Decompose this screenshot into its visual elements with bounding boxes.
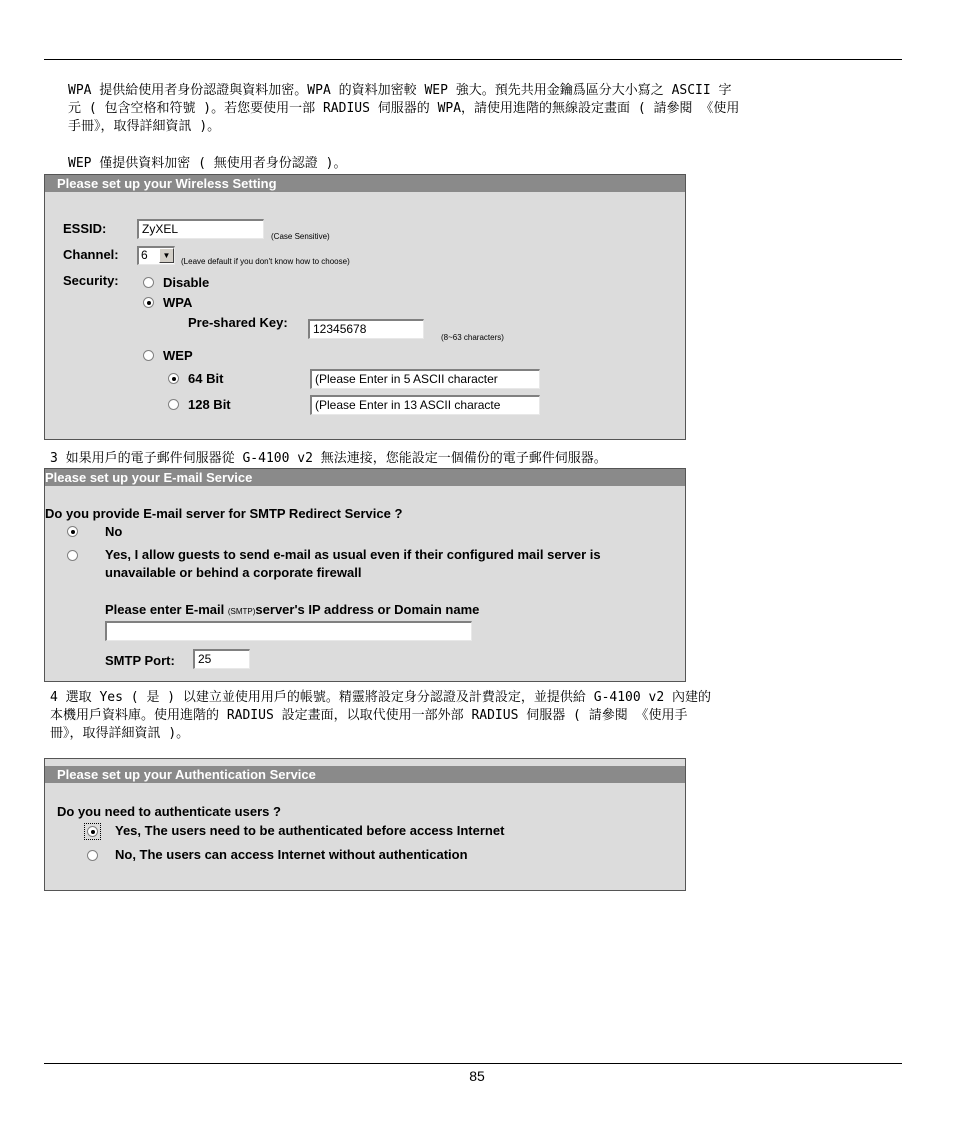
channel-label: Channel:: [63, 247, 119, 262]
wpa-description-line-3: 手冊》，取得詳細資訊 )。: [68, 119, 221, 134]
top-rule: [44, 59, 902, 60]
smtp-redirect-yes-label-line-2: unavailable or behind a corporate firewall: [105, 565, 362, 580]
authentication-service-panel: [44, 758, 686, 891]
smtp-server-prompt-smtp: (SMTP): [227, 607, 256, 616]
wireless-setting-panel: [44, 174, 686, 440]
security-wpa-label: WPA: [163, 295, 193, 310]
psk-input[interactable]: 12345678: [308, 319, 424, 339]
authenticate-no-label: No, The users can access Internet without authentication: [115, 847, 468, 862]
authenticate-users-question: Do you need to authenticate users ?: [57, 804, 281, 819]
bottom-rule: [44, 1063, 902, 1064]
wep-64bit-radio[interactable]: [168, 373, 179, 384]
smtp-port-input[interactable]: 25: [193, 649, 250, 669]
email-panel-header: Please set up your E-mail Service: [45, 469, 685, 486]
wep-64bit-key-input[interactable]: (Please Enter in 5 ASCII character: [310, 369, 540, 389]
essid-input[interactable]: ZyXEL: [137, 219, 264, 239]
chevron-down-icon[interactable]: ▼: [159, 248, 174, 263]
wep-64bit-label: 64 Bit: [188, 371, 224, 386]
wep-128bit-radio[interactable]: [168, 399, 179, 410]
channel-select[interactable]: [137, 246, 175, 265]
authenticate-yes-radio[interactable]: [87, 826, 98, 837]
smtp-server-input[interactable]: [105, 621, 472, 641]
wpa-description-line-1: WPA 提供給使用者身份認證與資料加密。WPA 的資料加密較 WEP 強大。預先共用金鑰爲區分大小寫之 ASCII 字: [68, 83, 732, 98]
authentication-panel-header: Please set up your Authentication Service: [45, 766, 685, 783]
security-disable-label: Disable: [163, 275, 210, 290]
essid-label: ESSID:: [63, 221, 107, 236]
smtp-redirect-no-label: No: [105, 524, 123, 539]
security-label: Security:: [63, 273, 119, 288]
step-3-text: 3 如果用戶的電子郵件伺服器從 G-4100 v2 無法連接，您能設定一個備份的電子郵件伺服器。: [50, 451, 607, 466]
wep-128bit-key-input[interactable]: (Please Enter in 13 ASCII characte: [310, 395, 540, 415]
wpa-description-line-2: 元 ( 包含空格和符號 )。若您要使用一部 RADIUS 伺服器的 WPA，請使用進階的無線設定畫面 ( 請參閱 《使用: [68, 101, 740, 116]
security-wep-label: WEP: [163, 348, 193, 363]
smtp-redirect-no-radio[interactable]: [67, 526, 78, 537]
page-number: 85: [469, 1068, 485, 1084]
psk-hint: (8~63 characters): [441, 333, 504, 342]
authenticate-no-radio[interactable]: [87, 850, 98, 861]
step-4-line-3: 冊》，取得詳細資訊 )。: [50, 726, 190, 741]
security-disable-radio[interactable]: [143, 277, 154, 288]
smtp-redirect-yes-radio[interactable]: [67, 550, 78, 561]
wireless-panel-header: Please set up your Wireless Setting: [45, 175, 685, 192]
psk-label: Pre-shared Key:: [188, 315, 288, 330]
step-4-line-2: 本機用戶資料庫。使用進階的 RADIUS 設定畫面，以取代使用一部外部 RADIUS 伺服器 ( 請參閱 《使用手: [50, 708, 688, 723]
channel-hint: (Leave default if you don't know how to choose): [181, 257, 350, 266]
essid-hint: (Case Sensitive): [271, 232, 330, 241]
channel-selected-value: 6: [141, 248, 148, 262]
wep-description: WEP 僅提供資料加密 ( 無使用者身份認證 )。: [68, 156, 347, 171]
wep-128bit-label: 128 Bit: [188, 397, 231, 412]
smtp-server-prompt: [105, 602, 479, 617]
security-wpa-radio[interactable]: [143, 297, 154, 308]
smtp-port-label: SMTP Port:: [105, 653, 175, 668]
step-4-line-1: 4 選取 Yes ( 是 ) 以建立並使用用戶的帳號。精靈將設定身分認證及計費設定，並提供給 G-4100 v2 內建的: [50, 690, 712, 705]
security-wep-radio[interactable]: [143, 350, 154, 361]
smtp-server-prompt-part-1: Please enter E-mail: [105, 602, 225, 617]
smtp-server-prompt-part-2: server's IP address or Domain name: [255, 602, 480, 617]
authenticate-yes-label: Yes, The users need to be authenticated before access Internet: [115, 823, 505, 838]
smtp-redirect-yes-label-line-1: Yes, I allow guests to send e-mail as usual even if their configured mail server is: [105, 547, 601, 562]
email-service-panel: [44, 468, 686, 682]
smtp-redirect-question: Do you provide E-mail server for SMTP Redirect Service ?: [45, 506, 403, 521]
